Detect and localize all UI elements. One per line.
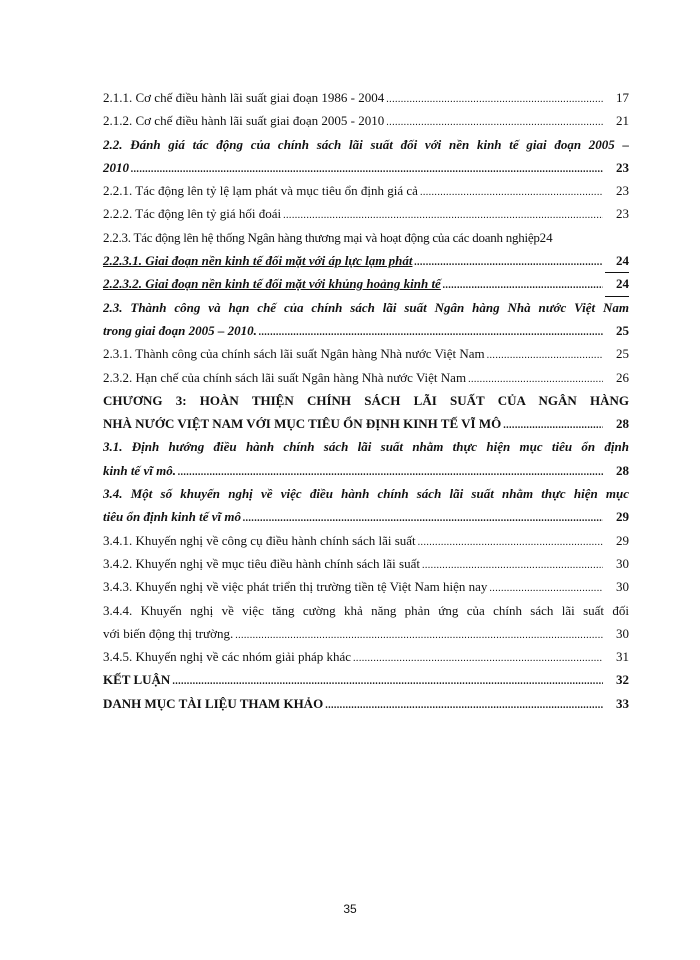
toc-entry-page: 30 [616,625,629,641]
toc-entry-references [103,692,629,715]
dot-leader [131,158,603,181]
toc-entry-page: 31 [616,649,629,665]
toc-entry-page: 28 [616,462,629,478]
dot-leader [259,321,603,344]
dot-leader [420,181,603,204]
toc-entry-title-line1: 3.1. Định hướng điều hành chính sách lãi suất nhằm thực hiện mục tiêu ổn định [103,439,629,455]
toc-entry-3-4-2 [103,552,629,575]
toc-entry-title: 2.2.2. Tác động lên tỷ giá hối đoái [103,206,282,222]
toc-entry-title: 3.4.1. Khuyến nghị về công cụ điều hành chính sách lãi suất [103,532,416,548]
toc-entry-title: 2.2.3.1. Giai đoạn nền kinh tế đối mặt với áp lực lạm phát [103,253,413,269]
dot-leader [414,251,603,274]
toc-entry-page: 30 [616,555,629,571]
toc-entry-chapter-3 [103,389,629,436]
dot-leader [172,670,603,693]
toc-entry-title: 3.4.2. Khuyến nghị về mục tiêu điều hành chính sách lãi suất [103,555,420,571]
toc-entry-page: 32 [616,672,629,688]
toc-entry-page: 26 [616,369,629,385]
dot-leader [422,554,603,577]
toc-entry-conclusion [103,668,629,691]
page-number: 35 [343,902,357,916]
toc-entry-title: DANH MỤC TÀI LIỆU THAM KHẢO [103,695,324,711]
toc-entry-title: KẾT LUẬN [103,672,171,688]
toc-entry-2-3-2 [103,366,629,389]
toc-entry-2-1-2 [103,109,629,132]
toc-entry-3-4-5 [103,645,629,668]
toc-entry-page: 25 [616,346,629,362]
toc-entry-2-3 [103,296,629,343]
toc-entry-title: 2.1.1. Cơ chế điều hành lãi suất giai đoạn 1986 - 2004 [103,90,385,105]
toc-entry-page: 30 [616,579,629,595]
dot-leader [283,204,603,227]
dot-leader [243,507,603,530]
dot-leader [178,461,603,484]
toc-entry-title-line1: CHƯƠNG 3: HOÀN THIỆN CHÍNH SÁCH LÃI SUẤT CỦA NGÂN HÀNG [103,392,629,408]
toc-entry-page: 17 [616,90,629,105]
dot-leader [487,344,603,367]
toc-entry-page: 33 [616,695,629,711]
toc-entry-title: 2.3.1. Thành công của chính sách lãi suất Ngân hàng Nhà nước Việt Nam [103,346,485,362]
toc-entry-page: 24 [605,249,629,273]
toc-entry-page: 21 [616,113,629,129]
toc-entry-2-2-2 [103,202,629,225]
dot-leader [325,694,603,717]
toc-entry-title: NHÀ NƯỚC VIỆT NAM VỚI MỤC TIÊU ỔN ĐỊNH KINH TẾ VĨ MÔ [103,416,502,432]
toc-entry-2-2-3-2 [103,272,629,295]
toc-entry-title: kinh tế vĩ mô. [103,462,176,478]
toc-entry-page: 24 [539,229,553,245]
dot-leader [386,88,603,111]
toc-entry-page: 23 [616,159,629,175]
toc-entry-2-3-1 [103,342,629,365]
toc-entry-3-4-3 [103,575,629,598]
toc-entry-title: 3.4.5. Khuyến nghị về các nhóm giải pháp khác [103,649,352,665]
dot-leader [489,577,603,600]
toc-entry-title: 2.2.3. Tác động lên hệ thống Ngân hàng thương mại và hoạt động của các doanh nghiệp [103,229,540,245]
toc-entry-page: 23 [616,206,629,222]
dot-leader [386,111,603,134]
toc-entry-2-2 [103,133,629,180]
toc-entry-3-1 [103,435,629,482]
toc-entry-title-line1: 2.3. Thành công và hạn chế của chính sách lãi suất Ngân hàng Nhà nước Việt Nam [103,299,629,315]
toc-entry-page: 29 [616,509,629,525]
dot-leader [468,368,603,391]
toc-entry-title: trong giai đoạn 2005 – 2010. [103,322,257,338]
toc-entry-page: 25 [616,322,629,338]
toc-entry-page: 29 [616,532,629,548]
toc-entry-title-line1: 3.4.4. Khuyến nghị về việc tăng cường khả năng phản ứng của chính sách lãi suất đối [103,602,629,618]
toc-entry-page: 24 [605,272,629,296]
toc-entry-2-1-1 [103,86,629,109]
toc-entry-2-2-3-1 [103,249,629,272]
toc-entry-title: 2.2.1. Tác động lên tỷ lệ lạm phát và mục tiêu ổn định giá cả [103,183,418,199]
toc-entry-page: 23 [616,183,629,199]
toc-entry-2-2-3 [103,226,629,249]
dot-leader [353,647,603,670]
toc-entry-3-4-4 [103,599,629,646]
toc-entry-title-line1: 3.4. Một số khuyến nghị về việc điều hành chính sách lãi suất nhằm thực hiện mục [103,486,629,502]
dot-leader [443,274,603,297]
toc-entry-title: với biến động thị trường. [103,625,234,641]
toc-entry-title-line1: 2.2. Đánh giá tác động của chính sách lãi suất đối với nền kinh tế giai đoạn 2005 – [103,136,629,152]
toc-entry-3-4-1 [103,529,629,552]
toc-entry-title: 2010 [103,159,129,175]
dot-leader [235,624,603,647]
table-of-contents [103,86,629,715]
dot-leader [503,414,603,437]
dot-leader [418,531,603,554]
toc-entry-title: 2.2.3.2. Giai đoạn nền kinh tế đối mặt với khủng hoảng kinh tế [103,276,441,292]
toc-entry-title: 2.3.2. Hạn chế của chính sách lãi suất Ngân hàng Nhà nước Việt Nam [103,369,467,385]
toc-entry-title: 3.4.3. Khuyến nghị về việc phát triển thị trường tiền tệ Việt Nam hiện nay [103,579,488,595]
toc-entry-3-4 [103,482,629,529]
toc-entry-title: 2.1.2. Cơ chế điều hành lãi suất giai đoạn 2005 - 2010 [103,113,385,129]
toc-entry-title: tiêu ổn định kinh tế vĩ mô [103,509,241,525]
toc-entry-2-2-1 [103,179,629,202]
toc-entry-page: 28 [616,416,629,432]
